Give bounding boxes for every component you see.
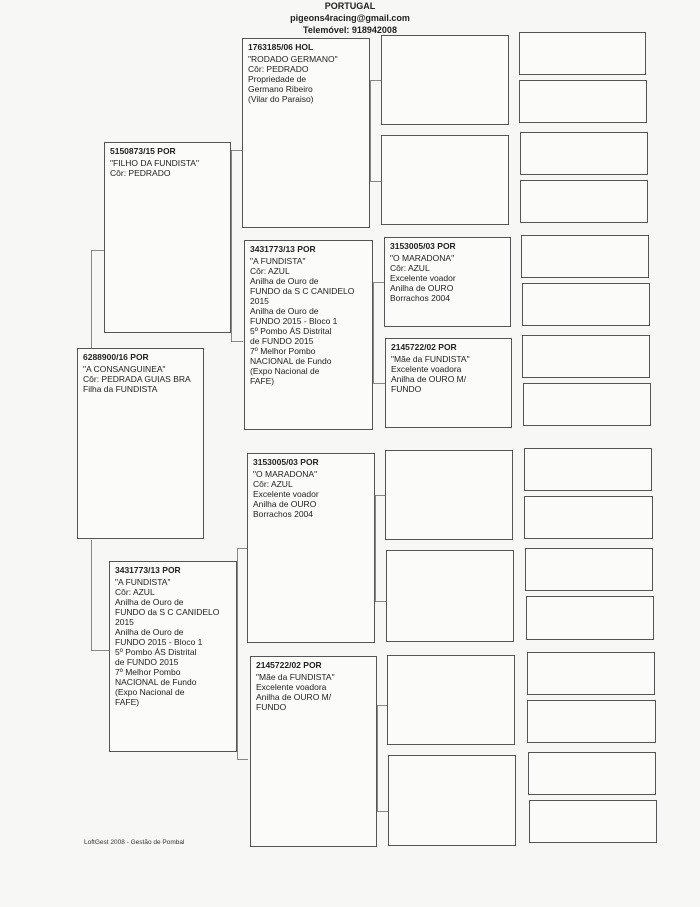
pigeon-detail: FUNDO da S C CANIDELO <box>250 286 355 296</box>
pigeon-card-empty <box>387 655 515 745</box>
ring-number: 2145722/02 POR <box>391 342 457 352</box>
pigeon-name: "O MARADONA" <box>253 469 318 479</box>
pigeon-card-empty <box>381 135 509 225</box>
pigeon-card-empty <box>386 550 514 642</box>
pigeon-name: "A FUNDISTA" <box>250 256 306 266</box>
pigeon-detail: Filha da FUNDISTA <box>83 384 158 394</box>
pigeon-detail: Anilha de OURO M/ <box>256 692 332 702</box>
pigeon-card-subject <box>77 348 204 539</box>
pigeon-detail: NACIONAL de Fundo <box>250 356 332 366</box>
pigeon-detail: 5º Pombo ÁS Distrital <box>115 647 197 657</box>
pigeon-card-dam-dam <box>250 656 377 847</box>
pigeon-card-empty <box>526 596 654 640</box>
pigeon-card-empty <box>525 548 653 591</box>
pigeon-detail: Anilha de Ouro de <box>115 627 184 637</box>
pigeon-detail: Excelente voadora <box>256 682 327 692</box>
pigeon-detail: (Expo Nacional de <box>250 366 320 376</box>
pigeon-name: "Mãe da FUNDISTA" <box>391 354 470 364</box>
pigeon-detail: Excelente voador <box>390 273 456 283</box>
pigeon-detail: de FUNDO 2015 <box>250 336 314 346</box>
pigeon-detail: Côr: AZUL <box>250 266 290 276</box>
pigeon-detail: Excelente voadora <box>391 364 462 374</box>
pigeon-detail: 7º Melhor Pombo <box>250 346 316 356</box>
pigeon-name: "Mãe da FUNDISTA" <box>256 672 335 682</box>
pigeon-card-empty <box>527 700 656 743</box>
pigeon-detail: FAFE) <box>115 697 140 707</box>
header-phone: Telemóvel: 918942008 <box>303 25 397 35</box>
pigeon-detail: Excelente voador <box>253 489 319 499</box>
pigeon-card-empty <box>519 32 646 75</box>
pigeon-detail: (Expo Nacional de <box>115 687 185 697</box>
pigeon-detail: FUNDO 2015 - Bloco 1 <box>115 637 203 647</box>
pigeon-card-empty <box>388 755 516 846</box>
pigeon-detail: Côr: AZUL <box>115 587 155 597</box>
pigeon-detail: FAFE) <box>250 376 275 386</box>
pigeon-detail: Propriedade de <box>248 74 307 84</box>
ring-number: 2145722/02 POR <box>256 660 322 670</box>
pigeon-card-empty <box>524 496 653 539</box>
pigeon-card-empty <box>520 180 648 223</box>
pigeon-detail: FUNDO <box>256 702 287 712</box>
pigeon-detail: Anilha de Ouro de <box>250 276 319 286</box>
pigeon-card-empty <box>529 800 657 843</box>
pigeon-detail: 7º Melhor Pombo <box>115 667 181 677</box>
pigeon-detail: Côr: AZUL <box>253 479 293 489</box>
connector-line <box>91 250 105 351</box>
ring-number: 1763185/06 HOL <box>248 42 314 52</box>
pigeon-detail: Borrachos 2004 <box>253 509 314 519</box>
pigeon-detail: Anilha de Ouro de <box>250 306 319 316</box>
pigeon-detail: Côr: AZUL <box>390 263 430 273</box>
pigeon-name: "A FUNDISTA" <box>115 577 171 587</box>
pigeon-detail: Côr: PEDRADO <box>248 64 309 74</box>
pigeon-detail: 2015 <box>115 617 134 627</box>
pigeon-card-sd-sire <box>384 237 511 327</box>
pigeon-card-empty <box>528 752 656 795</box>
pigeon-detail: 5º Pombo ÁS Distrital <box>250 326 332 336</box>
pigeon-name: "A CONSANGUINEA" <box>83 364 166 374</box>
ring-number: 6288900/16 POR <box>83 352 149 362</box>
pigeon-card-empty <box>521 235 649 278</box>
pigeon-detail: FUNDO da S C CANIDELO <box>115 607 220 617</box>
pigeon-card-sire <box>104 142 231 333</box>
pigeon-card-empty <box>523 383 651 426</box>
pigeon-card-sire-sire <box>242 38 370 228</box>
pigeon-detail: de FUNDO 2015 <box>115 657 179 667</box>
pigeon-detail: (Vilar do Paraiso) <box>248 94 314 104</box>
pigeon-name: "FILHO DA FUNDISTA" <box>110 158 199 168</box>
pigeon-detail: Anilha de OURO <box>253 499 317 509</box>
pigeon-card-dam <box>109 561 237 752</box>
ring-number: 3431773/13 POR <box>115 565 181 575</box>
header-country: PORTUGAL <box>324 1 376 11</box>
pigeon-detail: Anilha de OURO M/ <box>391 374 467 384</box>
pigeon-card-dam-sire <box>247 453 375 643</box>
ring-number: 3431773/13 POR <box>250 244 316 254</box>
ring-number: 3153005/03 POR <box>390 241 456 251</box>
pigeon-card-sire-dam <box>244 240 373 430</box>
pigeon-card-empty <box>520 132 648 175</box>
pigeon-detail: NACIONAL de Fundo <box>115 677 197 687</box>
pigeon-detail: FUNDO 2015 - Bloco 1 <box>250 316 338 326</box>
pigeon-card-empty <box>522 335 650 378</box>
ring-number: 3153005/03 POR <box>253 457 319 467</box>
header-email: pigeons4racing@gmail.com <box>290 13 410 23</box>
pigeon-detail: Anilha de OURO <box>390 283 454 293</box>
connector-line <box>91 540 110 651</box>
pigeon-detail: Borrachos 2004 <box>390 293 451 303</box>
ring-number: 5150873/15 POR <box>110 146 176 156</box>
pigeon-card-empty <box>381 35 509 125</box>
footer-credit: LoftGest 2008 - Gestão de Pombal <box>84 839 185 846</box>
pigeon-card-empty <box>522 283 650 326</box>
pigeon-detail: Côr: PEDRADA GUIAS BRA <box>83 374 191 384</box>
pigeon-detail: Germano Ribeiro <box>248 84 313 94</box>
pigeon-detail: Côr: PEDRADO <box>110 168 171 178</box>
pigeon-card-sd-dam <box>385 338 512 428</box>
pigeon-detail: FUNDO <box>391 384 422 394</box>
pigeon-name: "O MARADONA" <box>390 253 455 263</box>
pigeon-card-empty <box>527 652 655 695</box>
pigeon-card-empty <box>385 450 513 540</box>
pigeon-detail: Anilha de Ouro de <box>115 597 184 607</box>
pigeon-name: "RODADO GERMANO" <box>248 54 338 64</box>
pigeon-detail: 2015 <box>250 296 269 306</box>
pigeon-card-empty <box>519 80 647 123</box>
pigeon-card-empty <box>524 448 652 491</box>
